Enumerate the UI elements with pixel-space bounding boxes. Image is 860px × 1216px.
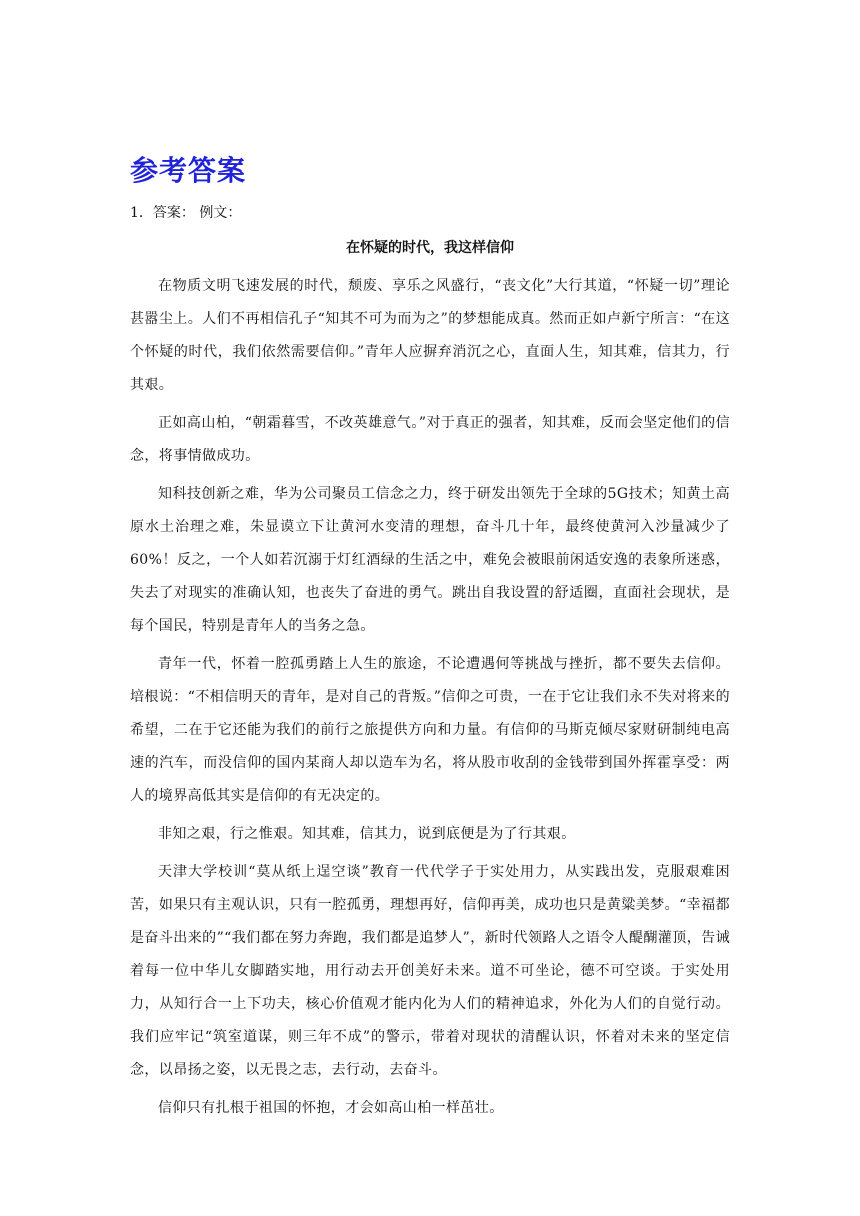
essay-paragraph: 在物质文明飞速发展的时代，颓废、享乐之风盛行，“丧文化”大行其道，“怀疑一切”理论甚嚣尘上。人们不再相信孔子“知其不可为而为之”的梦想能成真。然而正如卢新宁所言：“在这个怀疑的时代，我们依然需要信仰。”青年人应摒弃消沉之心，直面人生，知其难，信其力，行其艰。 [130,278,730,393]
essay-paragraph: 正如高山柏，“朝霜暮雪，不改英雄意气。”对于真正的强者，知其难，反而会坚定他们的信念，将事情做成功。 [130,415,730,464]
essay-title: 在怀疑的时代，我这样信仰 [346,240,514,256]
essay-paragraph: 信仰只有扎根于祖国的怀抱，才会如高山柏一样茁壮。 [158,1100,504,1116]
answer-label: 1．答案： 例文： [130,205,242,221]
essay-paragraph: 青年一代，怀着一腔孤勇踏上人生的旅途，不论遭遇何等挑战与挫折，都不要失去信仰。培根说：“不相信明天的青年，是对自己的背叛。”信仰之可贵，一在于它让我们永不失对将来的希望，二在于它还能为我们的前行之旅提供方向和力量。有信仰的马斯克倾尽家财研制纯电高速的汽车，而没信仰的国内某商人却以造车为名，将从股市收刮的金钱带到国外挥霍享受：两人的境界高低其实是信仰的有无决定的。 [130,656,730,804]
essay-paragraph: 非知之艰，行之惟艰。知其难，信其力，说到底便是为了行其艰。 [158,826,576,842]
essay-paragraph: 天津大学校训“莫从纸上逞空谈”教育一代代学子于实处用力，从实践出发，克服艰难困苦，如果只有主观认识，只有一腔孤勇，理想再好，信仰再美，成功也只是黄粱美梦。“幸福都是奋斗出来的”“我们都在努力奔跑，我们都是追梦人”，新时代领路人之语令人醍醐灌顶，告诫着每一位中华儿女脚踏实地，用行动去开创美好未来。道不可坐论，德不可空谈。于实处用力，从知行合一上下功夫，核心价值观才能内化为人们的精神追求，外化为人们的自觉行动。我们应牢记“筑室道谋，则三年不成”的警示，带着对现状的清醒认识，怀着对未来的坚定信念，以昂扬之姿，以无畏之志，去行动，去奋斗。 [130,864,730,1078]
section-heading: 参考答案 [130,154,247,187]
essay-paragraph: 知科技创新之难，华为公司聚员工信念之力，终于研发出领先于全球的5G技术；知黄土高原水土治理之难，朱显谟立下让黄河水变清的理想，奋斗几十年，最终使黄河入沙量减少了60%！反之，一个人如若沉溺于灯红酒绿的生活之中，难免会被眼前闲适安逸的表象所迷惑，失去了对现实的准确认知，也丧失了奋进的勇气。跳出自我设置的舒适圈，直面社会现状，是每个国民，特别是青年人的当务之急。 [130,486,730,634]
document-page [130,150,730,1130]
